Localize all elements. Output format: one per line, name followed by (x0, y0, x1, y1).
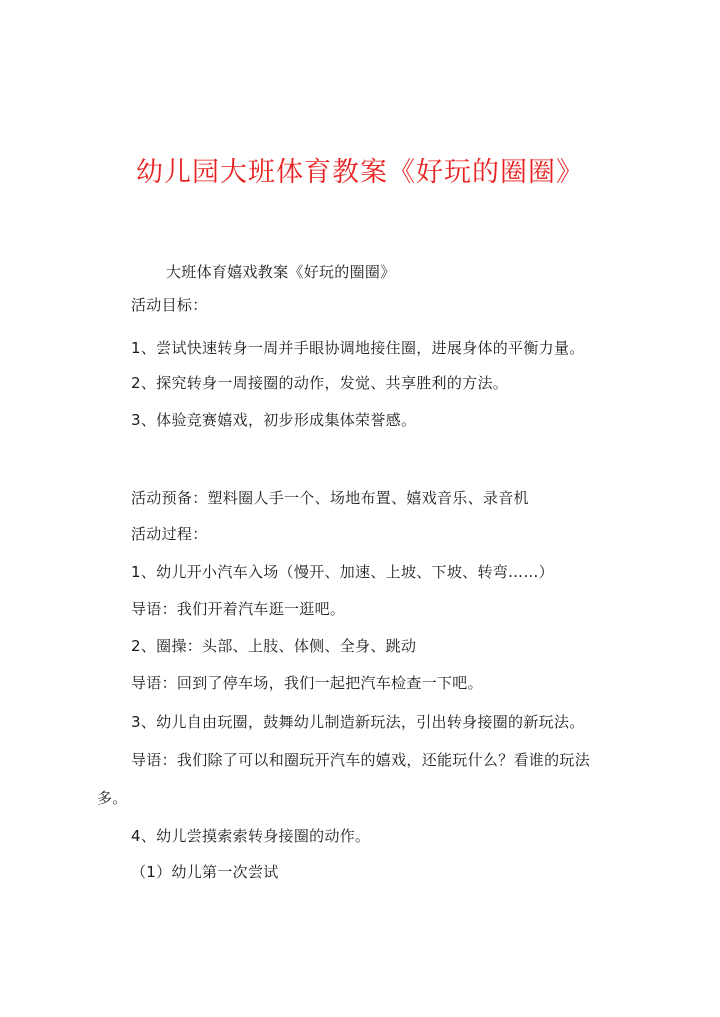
objective-item: 2、探究转身一周接圈的动作，发觉、共享胜利的方法。 (131, 374, 509, 392)
process-line: 导语：我们除了可以和圈玩开汽车的嬉戏，还能玩什么？看谁的玩法 (131, 751, 591, 769)
process-line: 导语：回到了停车场，我们一起把汽车检查一下吧。 (131, 674, 483, 692)
process-line: （1）幼儿第一次尝试 (131, 863, 279, 881)
objective-item: 1、尝试快速转身一周并手眼协调地接住圈，进展身体的平衡力量。 (131, 339, 585, 357)
process-line: 3、幼儿自由玩圈，鼓舞幼儿制造新玩法，引出转身接圈的新玩法。 (131, 713, 585, 731)
process-line: 多。 (97, 789, 128, 807)
document-title: 幼儿园大班体育教案《好玩的圈圈》 (136, 157, 584, 188)
process-line: 1、幼儿开小汽车入场（慢开、加速、上坡、下坡、转弯……） (131, 563, 554, 581)
preparation-text: 活动预备：塑料圈人手一个、场地布置、嬉戏音乐、录音机 (131, 489, 529, 507)
process-line: 导语：我们开着汽车逛一逛吧。 (131, 600, 346, 618)
document-subtitle: 大班体育嬉戏教案《好玩的圈圈》 (166, 263, 396, 281)
process-heading: 活动过程： (131, 525, 208, 543)
objective-item: 3、体验竞赛嬉戏，初步形成集体荣誉感。 (131, 411, 417, 429)
process-line: 2、圈操：头部、上肢、体侧、全身、跳动 (131, 637, 417, 655)
objectives-heading: 活动目标： (131, 296, 208, 314)
process-line: 4、幼儿尝摸索索转身接圈的动作。 (131, 827, 371, 845)
